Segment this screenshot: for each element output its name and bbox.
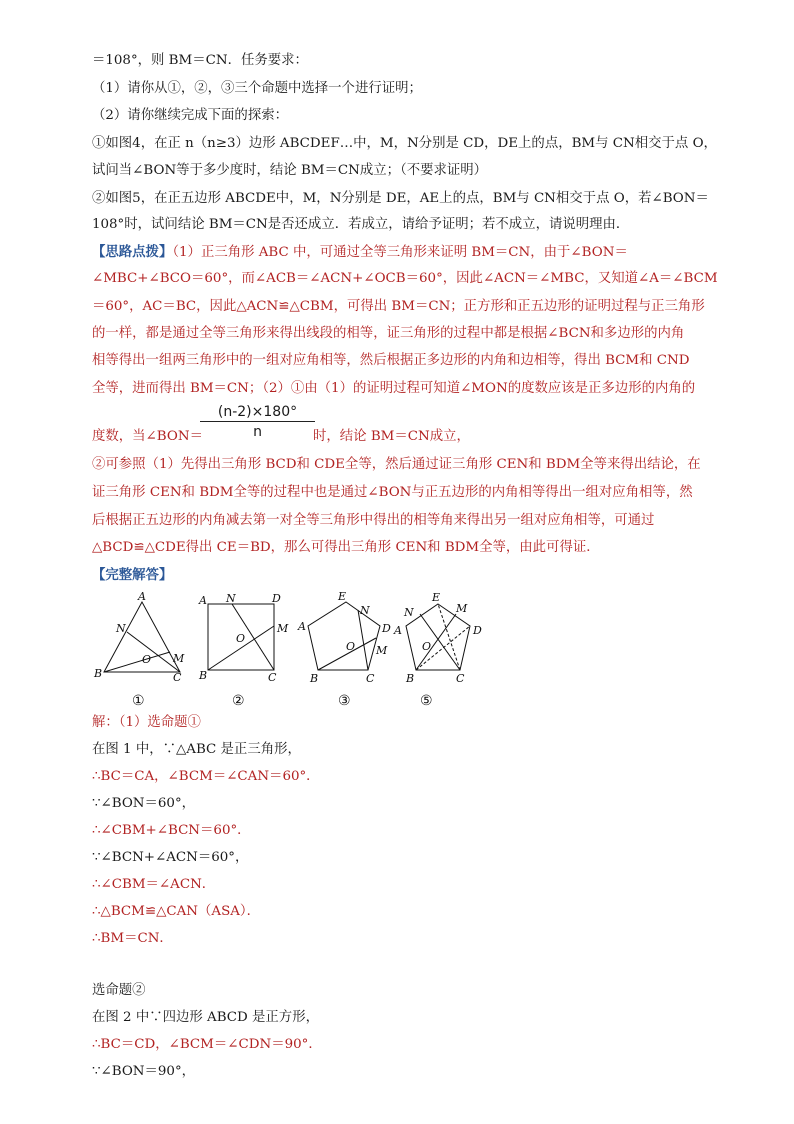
solution-line-6: ∴∠CBM＝∠ACN． [92, 877, 216, 892]
solution-line-8: ∴BM＝CN． [92, 931, 173, 946]
solution-line-12: ∵∠BON＝90°， [92, 1064, 196, 1079]
fraction-denominator: n [253, 424, 262, 440]
task-2: （2）请你继续完成下面的探索： [92, 108, 288, 123]
fig5-label-A: A [394, 624, 402, 637]
hint-line-10: 后根据正五边形的内角减去第一对全等三角形中得出的相等角来得出另一组对应角相等，可通过 [92, 513, 655, 528]
fraction-formula [200, 404, 315, 440]
fig3-label-C: C [366, 672, 375, 685]
solution-line-7: ∴△BCM≌△CAN（ASA）． [92, 904, 260, 919]
fig2-label-A: A [199, 594, 207, 607]
fig1-label-B: B [94, 667, 103, 680]
figure-3-caption: ③ [338, 693, 351, 709]
hint-line-1 [92, 243, 628, 262]
fig3-label-E: E [338, 590, 347, 603]
fig3-label-B: B [310, 672, 319, 685]
fig3-label-D: D [382, 622, 391, 635]
task-1: （1）请你从①，②，③三个命题中选择一个进行证明； [92, 81, 422, 96]
solution-line-3: ∵∠BON＝60°， [92, 796, 196, 811]
fig3-label-O: O [346, 640, 356, 653]
hint-line-5: 相等得出一组两三角形中的一组对应角相等，然后根据正多边形的内角和边相等，得出 BCM和 CND [92, 353, 690, 368]
fig2-label-C: C [268, 671, 277, 684]
answer-tag: 【完整解答】 [92, 567, 173, 583]
fig2-label-N: N [226, 592, 236, 605]
solution-line-1: 在图 1 中，∵△ABC 是正三角形， [92, 742, 301, 757]
figure-1-triangle [92, 592, 192, 710]
fig3-label-A: A [298, 620, 306, 633]
fig2-label-B: B [199, 669, 208, 682]
fig5-label-E: E [432, 591, 441, 604]
fig2-label-D: D [272, 592, 281, 605]
solution-line-4: ∴∠CBM+∠BCN＝60°． [92, 823, 251, 838]
fig5-label-D: D [473, 624, 482, 637]
question-2-line-a: ②如图5，在正五边形 ABCDE中，M，N分别是 DE，AE上的点，BM与 CN相交于点 O，若∠BON＝ [92, 191, 709, 206]
question-2-line-b: 108°时，试问结论 BM＝CN是否还成立．若成立，请给予证明；若不成立，请说明理由． [92, 217, 630, 232]
hint-line-4: 的一样，都是通过全等三角形来得出线段的相等，证三角形的过程中都是根据∠BCN和多边形的内角 [92, 326, 685, 341]
figure-2-caption: ② [232, 693, 245, 709]
fig1-label-M: M [173, 652, 185, 665]
hint-line-11: △BCD≌△CDE得出 CE＝BD，那么可得出三角形 CEN和 BDM全等，由此可得证． [92, 540, 600, 555]
fig2-label-O: O [236, 632, 246, 645]
fig5-label-N: N [404, 606, 414, 619]
solution-line-2: ∴BC＝CA，∠BCM＝∠CAN＝60°． [92, 769, 320, 784]
fig5-label-B: B [406, 672, 415, 685]
fig2-label-M: M [277, 622, 289, 635]
hint-line-9: 证三角形 CEN和 BDM全等的过程中也是通过∠BON与正五边形的内角相等得出一组对应角相等，然 [92, 485, 693, 500]
solution-line-11: ∴BC＝CD，∠BCM＝∠CDN＝90°． [92, 1037, 322, 1052]
figure-5-pentagon [392, 588, 492, 710]
figure-5-caption: ⑤ [420, 693, 433, 709]
hint-tag: 【思路点拨】 [92, 244, 173, 260]
problem-line-0: ＝108°，则 BM＝CN．任务要求： [92, 53, 308, 68]
fraction-numerator: (n-2)×180° [200, 404, 315, 422]
hint-line-3: ＝60°，AC＝BC，因此△ACN≌△CBM，可得出 BM＝CN；正方形和正五边形的证明过程与正三角形 [92, 299, 705, 314]
solution-line-9: 选命题② [92, 983, 146, 998]
hint-line-6: 全等，进而得出 BM＝CN；（2）①由（1）的证明过程可知道∠MON的度数应该是正多边形的内角的 [92, 381, 696, 396]
solution-line-10: 在图 2 中∵四边形 ABCD 是正方形， [92, 1010, 319, 1025]
hint-line-2: ∠MBC+∠BCO＝60°，而∠ACB＝∠ACN+∠OCB＝60°，因此∠ACN＝∠MBC，又知道∠A＝∠BCM [92, 271, 718, 286]
solution-line-5: ∵∠BCN+∠ACN＝60°， [92, 850, 249, 865]
fig1-label-C: C [173, 671, 182, 684]
question-1-line-a: ①如图4，在正 n（n≥3）边形 ABCDEF…中，M，N分别是 CD，DE上的点，BM与 CN相交于点 O， [92, 136, 717, 151]
fig1-label-O: O [142, 653, 152, 666]
fig3-label-M: M [376, 644, 388, 657]
fig5-label-M: M [456, 602, 468, 615]
fig3-label-N: N [360, 604, 370, 617]
fig1-label-N: N [116, 622, 126, 635]
solution-line-0: 解：（1）选命题① [92, 715, 201, 730]
figure-3-pentagon [296, 588, 401, 710]
hint-line-7b: 时，结论 BM＝CN成立， [313, 429, 470, 444]
figure-1-caption: ① [132, 693, 145, 709]
fig1-label-A: A [138, 592, 146, 603]
hint-text-1: （1）正三角形 ABC 中，可通过全等三角形来证明 BM＝CN，由于∠BON＝ [172, 245, 628, 260]
figure-2-square [196, 592, 296, 710]
fig5-label-C: C [456, 672, 465, 685]
fig5-label-O: O [422, 640, 432, 653]
question-1-line-b: 试问当∠BON等于多少度时，结论 BM＝CN成立；（不要求证明） [92, 163, 488, 178]
hint-line-8: ②可参照（1）先得出三角形 BCD和 CDE全等，然后通过证三角形 CEN和 BDM全等来得出结论，在 [92, 457, 701, 472]
hint-line-7a: 度数，当∠BON＝ [92, 429, 203, 444]
